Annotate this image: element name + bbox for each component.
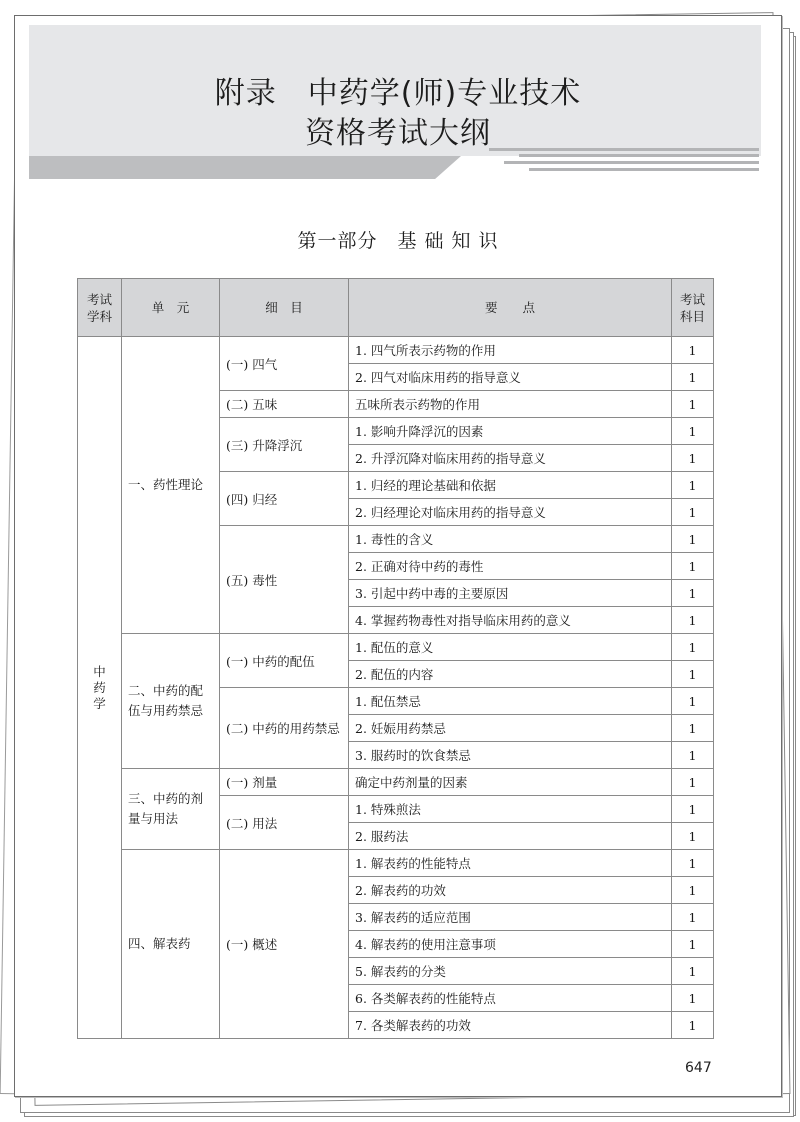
- point-cell: 1. 毒性的含义: [349, 526, 672, 553]
- point-cell: 1. 特殊煎法: [349, 796, 672, 823]
- point-cell: 2. 妊娠用药禁忌: [349, 715, 672, 742]
- table-row: [78, 337, 714, 364]
- point-cell: 2. 归经理论对临床用药的指导意义: [349, 499, 672, 526]
- item-cell: (一) 中药的配伍: [220, 634, 349, 688]
- point-cell: 3. 解表药的适应范围: [349, 904, 672, 931]
- count-cell: 1: [672, 634, 714, 661]
- point-cell: 2. 四气对临床用药的指导意义: [349, 364, 672, 391]
- point-cell: 五味所表示药物的作用: [349, 391, 672, 418]
- unit-cell: 四、解表药: [122, 850, 220, 1039]
- item-cell: (一) 剂量: [220, 769, 349, 796]
- point-cell: 1. 解表药的性能特点: [349, 850, 672, 877]
- count-cell: 1: [672, 580, 714, 607]
- point-cell: 6. 各类解表药的性能特点: [349, 985, 672, 1012]
- count-cell: 1: [672, 769, 714, 796]
- point-cell: 3. 引起中药中毒的主要原因: [349, 580, 672, 607]
- point-cell: 1. 配伍的意义: [349, 634, 672, 661]
- count-cell: 1: [672, 850, 714, 877]
- item-cell: (一) 概述: [220, 850, 349, 1039]
- table-row: [78, 634, 714, 661]
- header-band: [29, 156, 461, 179]
- count-cell: 1: [672, 904, 714, 931]
- col-header-item: 细 目: [220, 279, 349, 337]
- count-cell: 1: [672, 931, 714, 958]
- point-cell: 4. 解表药的使用注意事项: [349, 931, 672, 958]
- point-cell: 确定中药剂量的因素: [349, 769, 672, 796]
- count-cell: 1: [672, 391, 714, 418]
- count-cell: 1: [672, 796, 714, 823]
- count-cell: 1: [672, 499, 714, 526]
- count-cell: 1: [672, 715, 714, 742]
- count-cell: 1: [672, 877, 714, 904]
- item-cell: (二) 五味: [220, 391, 349, 418]
- syllabus-table: [77, 278, 714, 1039]
- count-cell: 1: [672, 526, 714, 553]
- col-header-unit: 单 元: [122, 279, 220, 337]
- count-cell: 1: [672, 472, 714, 499]
- point-cell: 2. 正确对待中药的毒性: [349, 553, 672, 580]
- point-cell: 2. 配伍的内容: [349, 661, 672, 688]
- point-cell: 2. 服药法: [349, 823, 672, 850]
- point-cell: 1. 四气所表示药物的作用: [349, 337, 672, 364]
- count-cell: 1: [672, 418, 714, 445]
- unit-cell: 三、中药的剂量与用法: [122, 769, 220, 850]
- point-cell: 1. 影响升降浮沉的因素: [349, 418, 672, 445]
- unit-cell: 二、中药的配伍与用药禁忌: [122, 634, 220, 769]
- page-title-line2: 资格考试大纲: [305, 116, 491, 151]
- section-heading: 第一部分 基 础 知 识: [297, 230, 499, 252]
- count-cell: 1: [672, 364, 714, 391]
- count-cell: 1: [672, 445, 714, 472]
- point-cell: 1. 配伍禁忌: [349, 688, 672, 715]
- item-cell: (二) 用法: [220, 796, 349, 850]
- item-cell: (一) 四气: [220, 337, 349, 391]
- point-cell: 5. 解表药的分类: [349, 958, 672, 985]
- point-cell: 3. 服药时的饮食禁忌: [349, 742, 672, 769]
- item-cell: (五) 毒性: [220, 526, 349, 634]
- count-cell: 1: [672, 1012, 714, 1039]
- table-row: [78, 850, 714, 877]
- point-cell: 7. 各类解表药的功效: [349, 1012, 672, 1039]
- count-cell: 1: [672, 661, 714, 688]
- item-cell: (三) 升降浮沉: [220, 418, 349, 472]
- page-title-line1: 附录 中药学(师)专业技术: [214, 76, 582, 111]
- point-cell: 4. 掌握药物毒性对指导临床用药的意义: [349, 607, 672, 634]
- col-header-point: 要 点: [349, 279, 672, 337]
- item-cell: (四) 归经: [220, 472, 349, 526]
- unit-cell: 一、药性理论: [122, 337, 220, 634]
- point-cell: 1. 归经的理论基础和依据: [349, 472, 672, 499]
- count-cell: 1: [672, 553, 714, 580]
- document-page: [14, 15, 782, 1097]
- count-cell: 1: [672, 958, 714, 985]
- count-cell: 1: [672, 688, 714, 715]
- page-number: 647: [685, 1060, 712, 1076]
- col-header-count: 考试科目: [672, 279, 714, 337]
- count-cell: 1: [672, 985, 714, 1012]
- count-cell: 1: [672, 607, 714, 634]
- item-cell: (二) 中药的用药禁忌: [220, 688, 349, 769]
- table-row: [78, 769, 714, 796]
- count-cell: 1: [672, 742, 714, 769]
- table-header-row: [78, 279, 714, 337]
- point-cell: 2. 升浮沉降对临床用药的指导意义: [349, 445, 672, 472]
- point-cell: 2. 解表药的功效: [349, 877, 672, 904]
- count-cell: 1: [672, 337, 714, 364]
- subject-cell: 中药学: [78, 337, 122, 1039]
- count-cell: 1: [672, 823, 714, 850]
- col-header-subject: 考试学科: [78, 279, 122, 337]
